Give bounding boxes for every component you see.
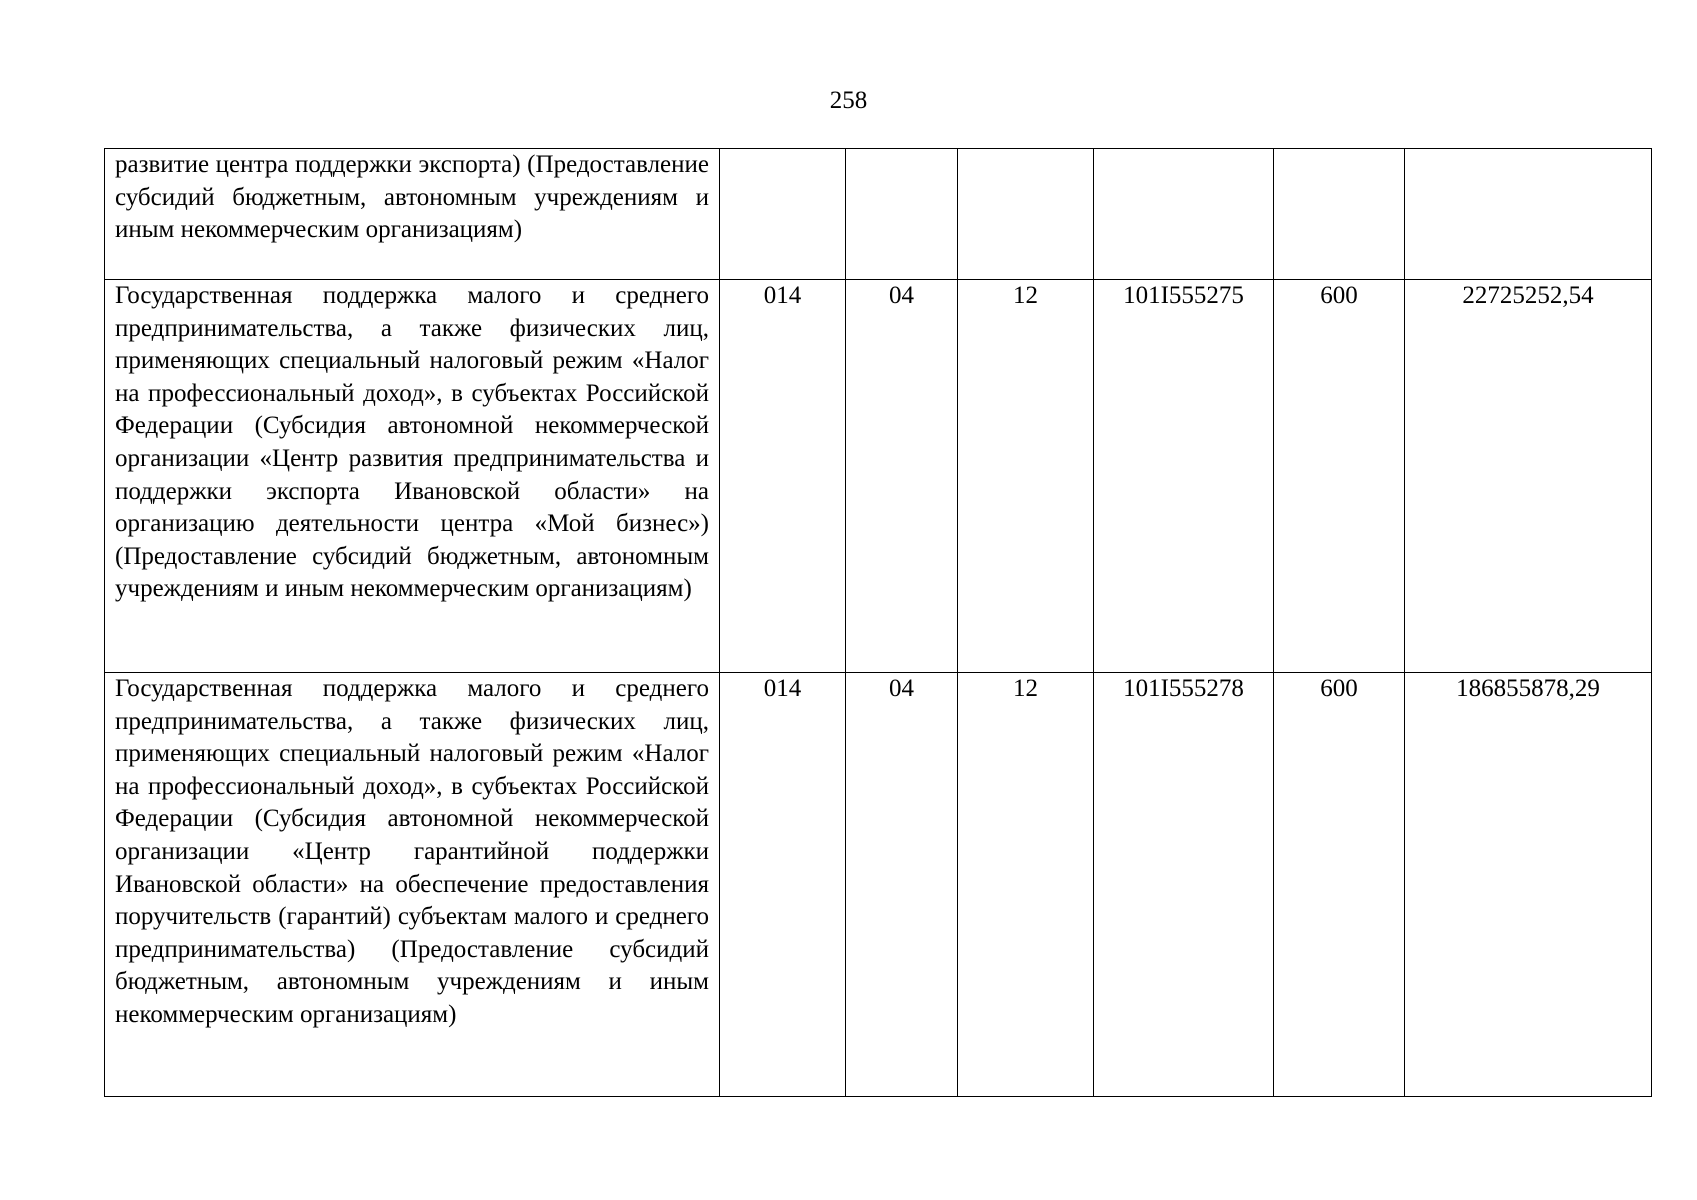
row-target-article-code: 101I555278: [1094, 673, 1274, 1097]
row-expense-type-code: [1274, 149, 1405, 280]
table-row: [105, 673, 1652, 1097]
row-subsection-code: 12: [958, 280, 1094, 673]
row-description: Государственная поддержка малого и среднего предпринимательства, а также физических лиц, применяющих специальный налоговый режим «Налог на профессиональный доход», в субъектах Российской Федерации (Субсидия автономной некоммерческой организации «Центр гарантийной поддержки Ивановской области» на обеспечение предоставления поручительств (гарантий) субъектам малого и среднего предпринимательства) (Предоставление субсидий бюджетным, автономным учреждениям и иным некоммерческим организациям): [105, 673, 720, 1097]
row-grbs-code: 014: [720, 673, 846, 1097]
row-expense-type-code: 600: [1274, 280, 1405, 673]
row-grbs-code: [720, 149, 846, 280]
row-section-code: 04: [846, 673, 958, 1097]
row-grbs-code: 014: [720, 280, 846, 673]
row-target-article-code: [1094, 149, 1274, 280]
row-subsection-code: [958, 149, 1094, 280]
page-number: 258: [829, 87, 868, 114]
budget-table: [104, 148, 1652, 1097]
row-expense-type-code: 600: [1274, 673, 1405, 1097]
row-amount: 186855878,29: [1405, 673, 1652, 1097]
row-section-code: 04: [846, 280, 958, 673]
row-subsection-code: 12: [958, 673, 1094, 1097]
row-target-article-code: 101I555275: [1094, 280, 1274, 673]
row-amount: [1405, 149, 1652, 280]
row-amount: 22725252,54: [1405, 280, 1652, 673]
row-description: развитие центра поддержки экспорта) (Предоставление субсидий бюджетным, автономным учреждениям и иным некоммерческим организациям): [105, 149, 720, 280]
table-row: [105, 149, 1652, 280]
table-row: [105, 280, 1652, 673]
row-description: Государственная поддержка малого и среднего предпринимательства, а также физических лиц, применяющих специальный налоговый режим «Налог на профессиональный доход», в субъектах Российской Федерации (Субсидия автономной некоммерческой организации «Центр развития предпринимательства и поддержки экспорта Ивановской области» на организацию деятельности центра «Мой бизнес») (Предоставление субсидий бюджетным, автономным учреждениям и иным некоммерческим организациям): [105, 280, 720, 673]
row-section-code: [846, 149, 958, 280]
